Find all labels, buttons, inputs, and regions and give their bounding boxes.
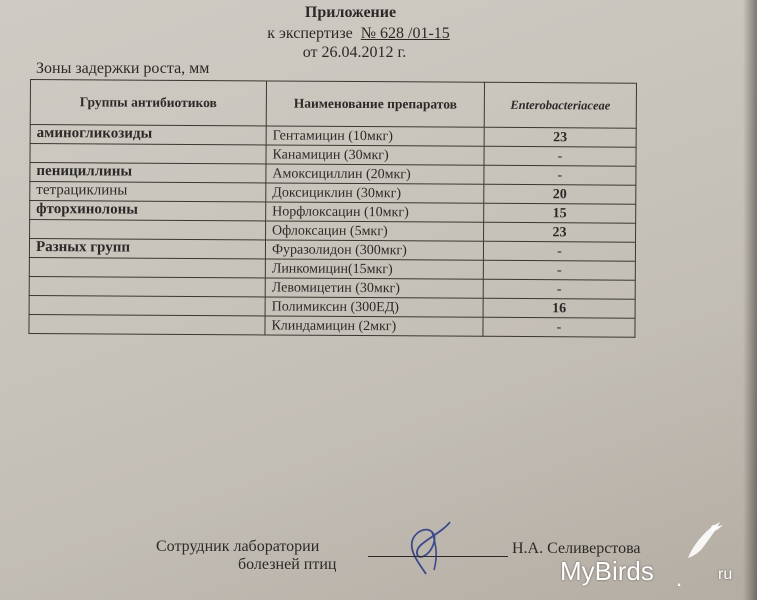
zone-value: 16 <box>483 298 635 318</box>
zone-value: - <box>483 241 635 261</box>
bird-logo-icon <box>680 518 724 567</box>
drug-name: Левомицетин (30мкг) <box>265 278 483 298</box>
watermark-tld: ru <box>718 566 733 583</box>
antibiotic-group: аминогликозиды <box>30 125 266 145</box>
page-edge-shadow <box>743 0 757 600</box>
drug-name: Клиндамицин (2мкг) <box>265 316 483 336</box>
zone-value: 23 <box>484 222 636 242</box>
antibiotic-group-cell <box>29 257 265 277</box>
zone-label: Зоны задержки роста, мм <box>36 60 210 77</box>
signature-position-line2: болезней птиц <box>238 556 337 573</box>
antibiotic-group: тетрациклины <box>30 182 266 202</box>
drug-name: Канамицин (30мкг) <box>266 145 484 165</box>
zone-value: - <box>484 146 636 166</box>
watermark-text: MyBirds <box>560 556 654 586</box>
zone-value: - <box>483 279 635 299</box>
expertise-prefix: к экспертизе <box>267 25 353 42</box>
antibiotic-group-cell <box>29 314 265 334</box>
drug-name: Полимиксин (300ЕД) <box>265 297 483 317</box>
antibiotic-group-cell <box>29 295 265 315</box>
signature-line <box>368 556 508 557</box>
antibiotic-group-cell <box>29 276 265 296</box>
watermark-dot: . <box>676 566 683 591</box>
drug-name: Фуразолидон (300мкг) <box>265 240 483 260</box>
table-header-row <box>30 80 636 129</box>
drug-name: Амоксициллин (20мкг) <box>266 164 484 184</box>
antibiotic-group: фторхинолоны <box>30 201 266 221</box>
antibiotic-group: пенициллины <box>30 163 266 183</box>
zone-value: 15 <box>484 203 636 223</box>
drug-name: Линкомицин(15мкг) <box>265 259 483 279</box>
zone-value: 20 <box>484 184 636 204</box>
signature-position-line1: Сотрудник лаборатории <box>156 538 320 555</box>
header-drug: Наименование препаратов <box>266 81 484 127</box>
drug-name: Доксициклин (30мкг) <box>266 183 484 203</box>
zone-value: - <box>483 317 635 337</box>
antibiotic-group-cell <box>30 220 266 240</box>
signatory-name: Н.А. Селиверстова <box>512 540 641 557</box>
document-title: Приложение <box>304 4 397 21</box>
antibiotic-table <box>28 79 637 338</box>
antibiotic-group-cell <box>30 144 266 164</box>
drug-name: Офлоксацин (5мкг) <box>266 221 484 241</box>
table-row <box>29 314 635 337</box>
header-group: Группы антибиотиков <box>30 80 266 126</box>
table-body <box>29 125 636 338</box>
antibiotic-group: Разных групп <box>29 239 265 259</box>
zone-value: - <box>483 260 635 280</box>
expertise-line <box>0 25 737 43</box>
expertise-number: № 628 /01-15 <box>360 25 450 42</box>
document-date: от 26.04.2012 г. <box>302 44 407 61</box>
zone-value: - <box>484 165 636 185</box>
drug-name: Гентамицин (10мкг) <box>266 126 484 146</box>
handwritten-signature <box>398 512 468 587</box>
zone-value: 23 <box>484 127 636 147</box>
header-organism: Enterobacteriaceae <box>484 82 636 128</box>
drug-name: Норфлоксацин (10мкг) <box>266 202 484 222</box>
